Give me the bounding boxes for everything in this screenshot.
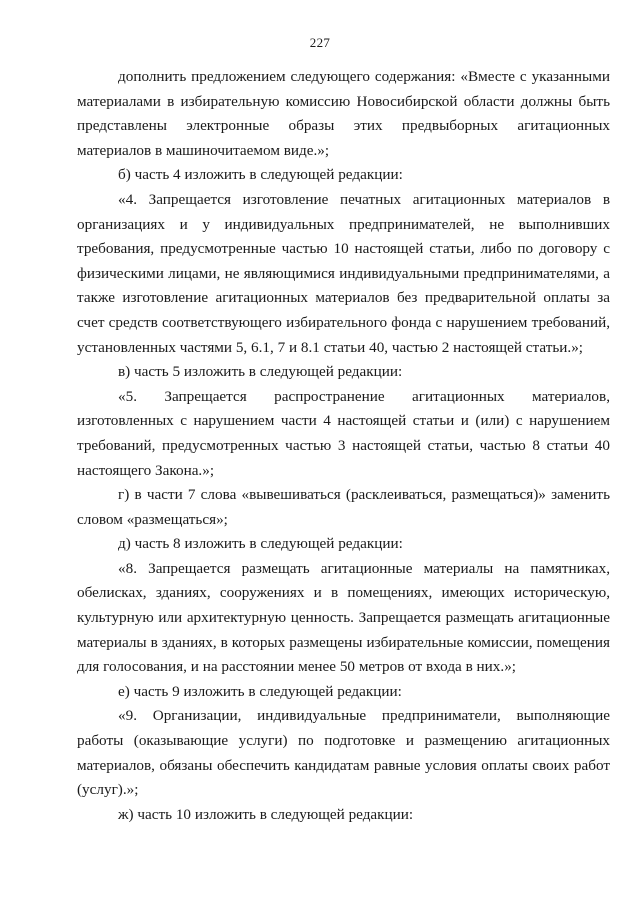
paragraph-part-9: «9. Организации, индивидуальные предприниматели, выполняющие работы (оказывающие услуги) по подготовке и размещению агитационных материалов, обязаны обеспечить кандидатам равные условия оплаты своих работ (услуг).»;	[77, 707, 610, 799]
paragraph-item-v: в) часть 5 изложить в следующей редакции:	[118, 363, 403, 381]
paragraph-item-g: г) в части 7 слова «вывешиваться (расклеиваться, размещаться)» заменить словом «размещаться»;	[77, 486, 610, 528]
paragraph-item-d: д) часть 8 изложить в следующей редакции:	[118, 535, 403, 553]
page-number: 227	[309, 35, 331, 50]
paragraph-item-e: е) часть 9 изложить в следующей редакции:	[118, 682, 402, 700]
paragraph-item-b: б) часть 4 изложить в следующей редакции:	[118, 166, 403, 184]
paragraph-amendment-text: дополнить предложением следующего содержания: «Вместе с указанными материалами в избирательную комиссию Новосибирской области должны быть представлены электронные образы этих предвыборных агитационных материалов в машиночитаемом виде.»;	[77, 68, 610, 159]
document-body	[77, 65, 610, 827]
paragraph-part-8: «8. Запрещается размещать агитационные материалы на памятниках, обелисках, зданиях, сооружениях и в помещениях, имеющих историческую, культурную или архитектурную ценность. Запрещается размещать агитационные материалы в зданиях, в которых размещены избирательные комиссии, помещения для голосования, и на расстоянии менее 50 метров от входа в них.»;	[77, 559, 610, 676]
paragraph-part-5: «5. Запрещается распространение агитационных материалов, изготовленных с нарушением части 4 настоящей статьи и (или) с нарушением требований, предусмотренных частью 3 настоящей статьи, частью 8 статьи 40 настоящего Закона.»;	[77, 387, 610, 479]
paragraph-item-zh: ж) часть 10 изложить в следующей редакции:	[118, 805, 414, 823]
paragraph-part-4: «4. Запрещается изготовление печатных агитационных материалов в организациях и у индивидуальных предпринимателей, не выполнивших требования, предусмотренные частью 10 настоящей статьи, либо по договору с физическими лицами, не являющимися индивидуальными предпринимателями, а также изготовление агитационных материалов без предварительной оплаты за счет средств соответствующего избирательного фонда с нарушением требований, установленных частями 5, 6.1, 7 и 8.1 статьи 40, частью 2 настоящей статьи.»;	[77, 190, 610, 356]
